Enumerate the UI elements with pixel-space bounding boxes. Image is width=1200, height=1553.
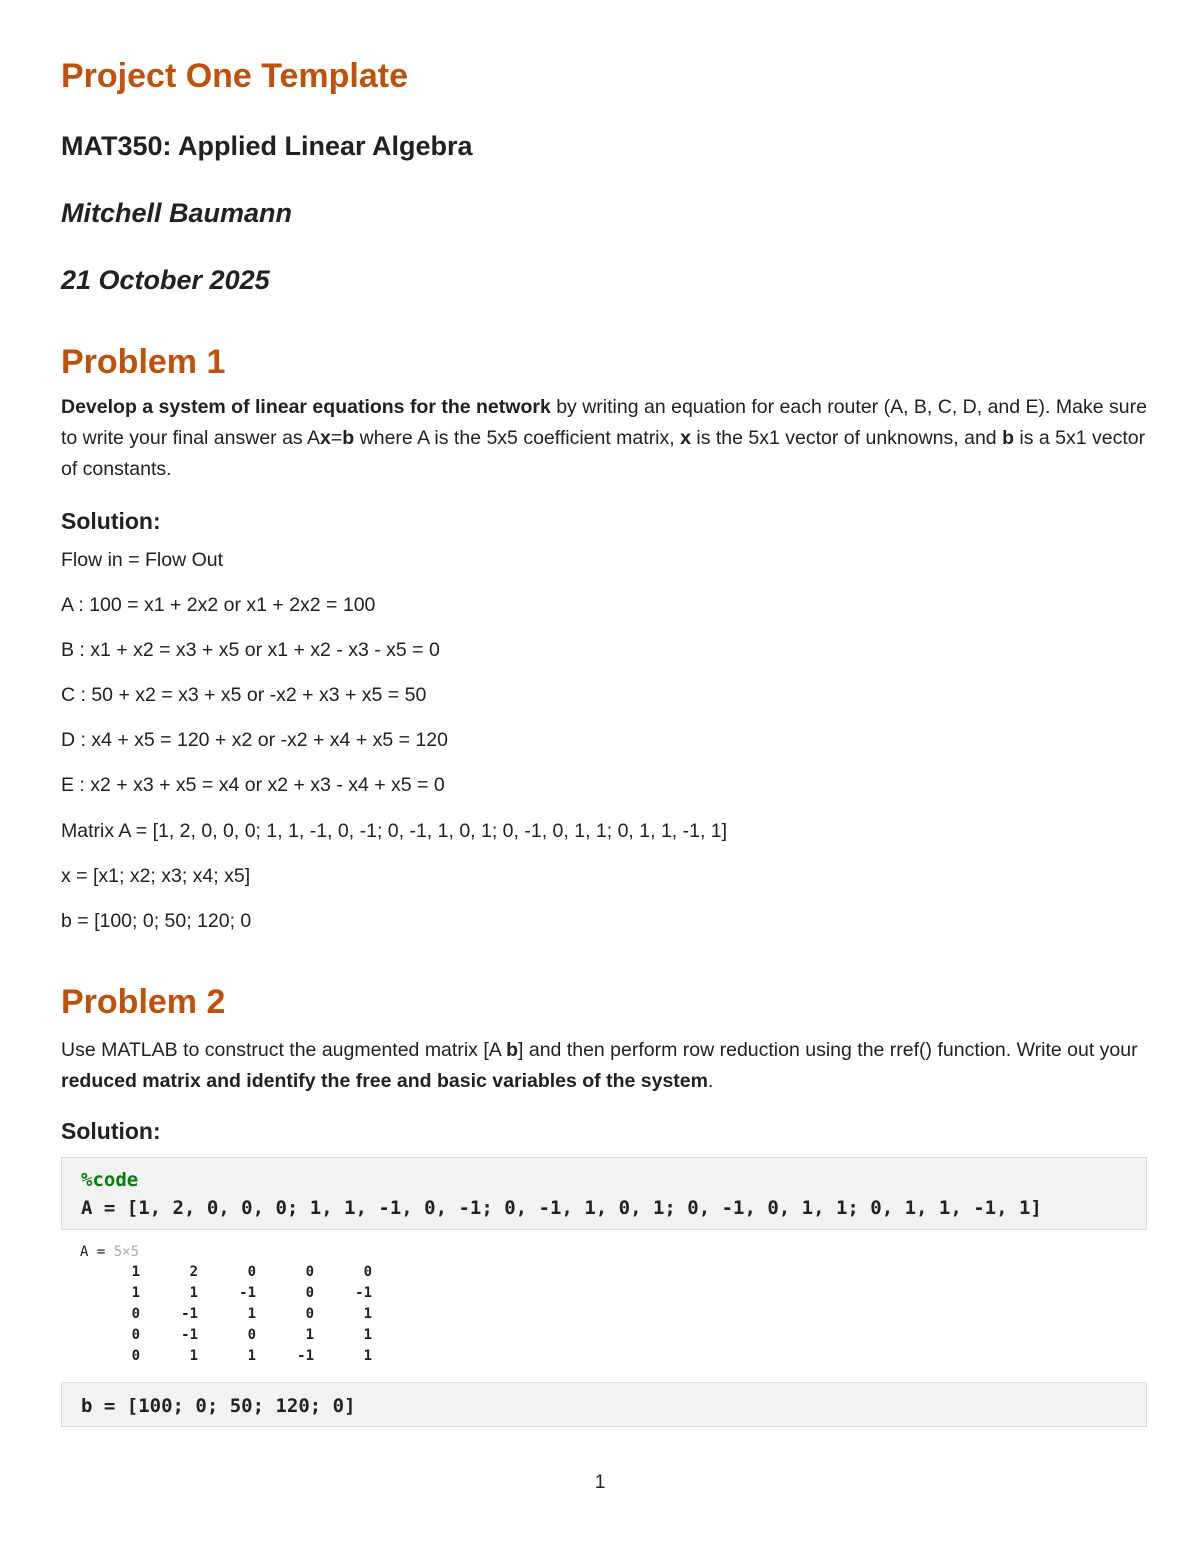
matrix-cell: 1 <box>131 1285 140 1301</box>
prompt-var-x: x <box>680 427 691 449</box>
matrix-row <box>80 1264 400 1285</box>
prompt-text: is a 5x1 vector of constants. <box>61 427 1146 480</box>
matrix-cell: 0 <box>305 1264 314 1280</box>
prompt-var-b: b <box>1002 427 1014 449</box>
problem-1-solution-heading: Solution: <box>61 508 161 534</box>
code-output <box>80 1244 372 1364</box>
solution-line: E : x2 + x3 + x5 = x4 or x2 + x3 - x4 + x5 = 0 <box>61 774 445 796</box>
solution-line: C : 50 + x2 = x3 + x5 or -x2 + x3 + x5 = 50 <box>61 684 427 706</box>
matrix-cell: -1 <box>181 1306 198 1322</box>
matrix-cell: 0 <box>247 1327 256 1343</box>
matrix-row <box>80 1348 400 1369</box>
matrix-cell: 1 <box>189 1285 198 1301</box>
matrix-cell: 0 <box>131 1306 140 1322</box>
matrix-cell: 1 <box>363 1327 372 1343</box>
document-title: Project One Template <box>61 57 409 95</box>
problem-2-solution-heading: Solution: <box>61 1118 161 1144</box>
matrix-cell: -1 <box>297 1348 314 1364</box>
course-name: MAT350: Applied Linear Algebra <box>61 131 473 161</box>
matrix-cell: -1 <box>355 1285 372 1301</box>
problem-1-heading: Problem 1 <box>61 343 226 381</box>
matrix-cell: 1 <box>363 1306 372 1322</box>
code-comment: %code <box>81 1169 139 1191</box>
prompt-text: Use MATLAB to construct the augmented matrix [A <box>61 1039 507 1061</box>
prompt-text: where A is the 5x5 coefficient matrix, <box>354 427 681 449</box>
output-label: A = <box>80 1244 114 1260</box>
matrix-row <box>80 1327 400 1348</box>
matrix-cell: 0 <box>305 1306 314 1322</box>
solution-line: A : 100 = x1 + 2x2 or x1 + 2x2 = 100 <box>61 594 376 616</box>
matrix-cell: 1 <box>189 1348 198 1364</box>
matrix-cell: 2 <box>189 1264 198 1280</box>
matrix-cell: 1 <box>131 1264 140 1280</box>
solution-line: b = [100; 0; 50; 120; 0 <box>61 910 252 932</box>
matrix-cell: -1 <box>239 1285 256 1301</box>
prompt-equals: = <box>330 427 343 449</box>
prompt-text: is the 5x1 vector of unknowns, and <box>690 427 1003 449</box>
matrix-cell: 0 <box>247 1264 256 1280</box>
code-line: b = [100; 0; 50; 120; 0] <box>81 1395 356 1417</box>
matrix-cell: 0 <box>131 1327 140 1343</box>
solution-line: Flow in = Flow Out <box>61 549 224 571</box>
matrix-cell: -1 <box>181 1327 198 1343</box>
matrix-cell: 0 <box>305 1285 314 1301</box>
prompt-bold-text: reduced matrix and identify the free and basic variables of the system <box>61 1070 708 1092</box>
matrix-cell: 1 <box>247 1306 256 1322</box>
matrix-cell: 0 <box>363 1264 372 1280</box>
page-number: 1 <box>594 1472 606 1493</box>
solution-line: Matrix A = [1, 2, 0, 0, 0; 1, 1, -1, 0, -1; 0, -1, 1, 0, 1; 0, -1, 0, 1, 1; 0, 1, 1, -1, 1] <box>61 820 728 842</box>
matrix-cell: 1 <box>247 1348 256 1364</box>
matrix-cell: 1 <box>363 1348 372 1364</box>
prompt-text: ] and then perform row reduction using the rref() function. Write out your <box>518 1039 1138 1061</box>
output-size: 5×5 <box>113 1244 140 1260</box>
prompt-var-b: b <box>342 427 355 449</box>
prompt-text: . <box>707 1070 714 1092</box>
code-cell-1[interactable] <box>61 1157 1147 1230</box>
prompt-text: by writing an equation for each router (A, B, C, D, and E). Make sure to write your final answer as A <box>61 396 1147 449</box>
matrix-cell: 1 <box>305 1327 314 1343</box>
problem-1-prompt <box>61 392 1147 485</box>
author-name: Mitchell Baumann <box>61 198 293 228</box>
document-date: 21 October 2025 <box>61 265 270 295</box>
matrix-row <box>80 1285 400 1306</box>
matrix-row <box>80 1306 400 1327</box>
solution-line: D : x4 + x5 = 120 + x2 or -x2 + x4 + x5 = 120 <box>61 729 448 751</box>
code-cell-2[interactable] <box>61 1382 1147 1427</box>
solution-line: x = [x1; x2; x3; x4; x5] <box>61 865 251 887</box>
prompt-var-b: b <box>506 1039 519 1061</box>
prompt-bold-text: Develop a system of linear equations for the network <box>61 396 551 418</box>
solution-line: B : x1 + x2 = x3 + x5 or x1 + x2 - x3 - x5 = 0 <box>61 639 440 661</box>
matrix-cell: 0 <box>131 1348 140 1364</box>
prompt-var-x: x <box>320 427 331 449</box>
code-line: A = [1, 2, 0, 0, 0; 1, 1, -1, 0, -1; 0, -1, 1, 0, 1; 0, -1, 0, 1, 1; 0, 1, 1, -1, 1] <box>81 1197 1042 1219</box>
problem-2-prompt <box>61 1035 1147 1097</box>
problem-2-heading: Problem 2 <box>61 983 226 1021</box>
